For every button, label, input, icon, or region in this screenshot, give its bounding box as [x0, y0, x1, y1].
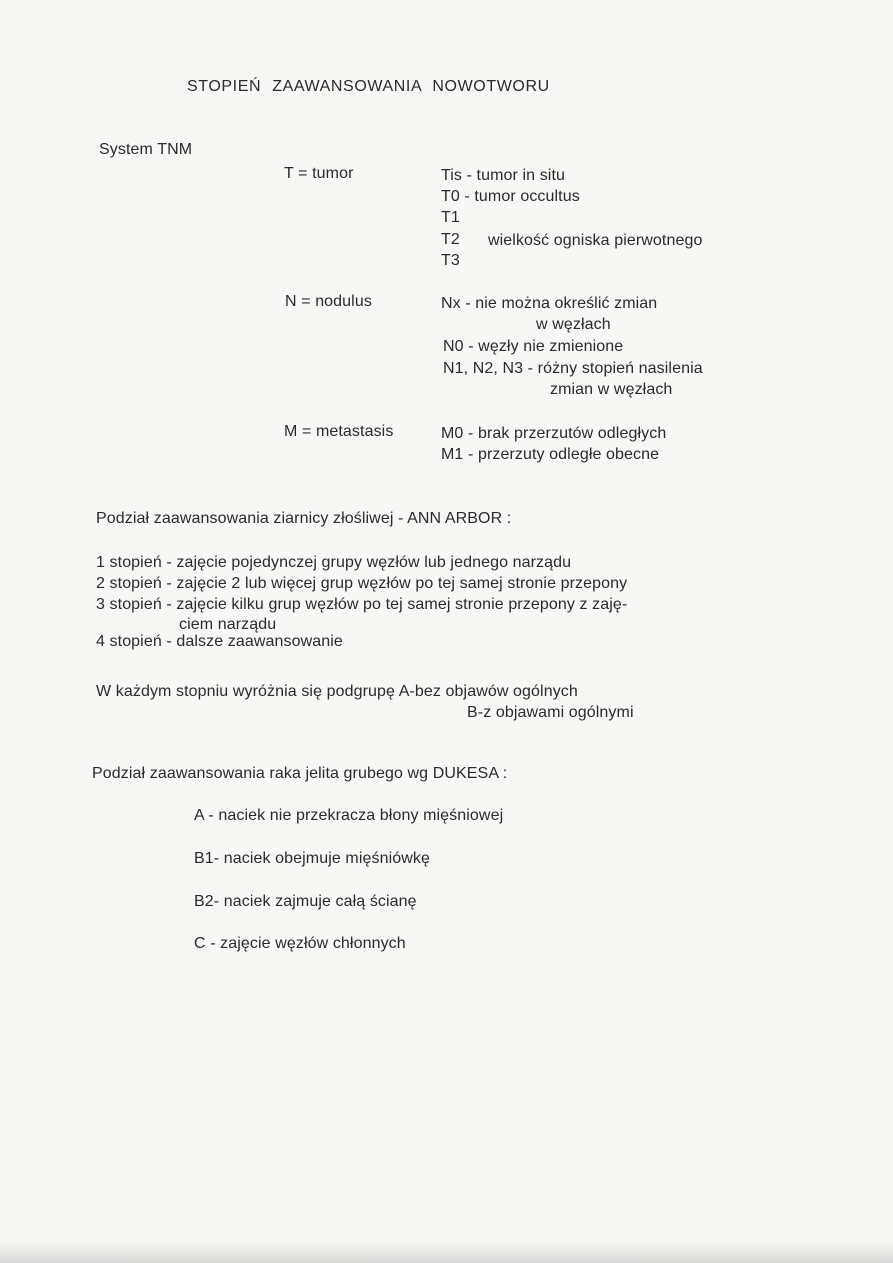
- dukes-item: C - zajęcie węzłów chłonnych: [194, 935, 406, 952]
- tnm-t-item: T2: [441, 231, 460, 248]
- tnm-n-item: N0 - węzły nie zmienione: [443, 338, 624, 355]
- dukes-item: A - naciek nie przekracza błony mięśniowej: [194, 807, 504, 824]
- dukes-item: B1- naciek obejmuje mięśniówkę: [194, 850, 430, 867]
- tnm-m-item: M1 - przerzuty odległe obecne: [441, 446, 660, 463]
- tnm-t-label: T = tumor: [284, 165, 354, 182]
- tnm-n-item: Nx - nie można określić zmian: [441, 295, 658, 312]
- ann-arbor-stage: 3 stopień - zajęcie kilku grup węzłów po tej samej stronie przepony z zaję-: [96, 596, 628, 613]
- ann-arbor-subgroup: B-z objawami ogólnymi: [467, 704, 634, 721]
- ann-arbor-subgroup: W każdym stopniu wyróżnia się podgrupę A-bez objawów ogólnych: [96, 683, 578, 700]
- ann-arbor-stage: 1 stopień - zajęcie pojedynczej grupy węzłów lub jednego narządu: [96, 554, 572, 571]
- tnm-m-item: M0 - brak przerzutów odległych: [441, 425, 667, 442]
- ann-arbor-stage: 4 stopień - dalsze zaawansowanie: [96, 633, 343, 650]
- tnm-t-item: T3: [441, 252, 460, 269]
- tnm-m-label: M = metastasis: [284, 423, 394, 440]
- tnm-n-item: w węzłach: [536, 316, 611, 333]
- tnm-t-item: Tis - tumor in situ: [441, 167, 565, 184]
- ann-arbor-heading: Podział zaawansowania ziarnicy złośliwej - ANN ARBOR :: [96, 510, 512, 527]
- ann-arbor-stage: ciem narządu: [179, 616, 277, 633]
- tnm-n-item: zmian w węzłach: [550, 381, 673, 398]
- tnm-t-item: T0 - tumor occultus: [441, 188, 580, 205]
- tnm-n-label: N = nodulus: [285, 293, 372, 310]
- tnm-t-item: T1: [441, 209, 460, 226]
- page-title: STOPIEŃ ZAAWANSOWANIA NOWOTWORU: [187, 78, 550, 95]
- tnm-t-note: wielkość ogniska pierwotnego: [488, 232, 703, 249]
- dukes-heading: Podział zaawansowania raka jelita grubego wg DUKESA :: [92, 765, 508, 782]
- tnm-n-item: N1, N2, N3 - różny stopień nasilenia: [443, 360, 703, 377]
- scan-edge-shadow: [0, 1241, 893, 1263]
- tnm-heading: System TNM: [99, 141, 193, 158]
- ann-arbor-stage: 2 stopień - zajęcie 2 lub więcej grup węzłów po tej samej stronie przepony: [96, 575, 628, 592]
- dukes-item: B2- naciek zajmuje całą ścianę: [194, 893, 417, 910]
